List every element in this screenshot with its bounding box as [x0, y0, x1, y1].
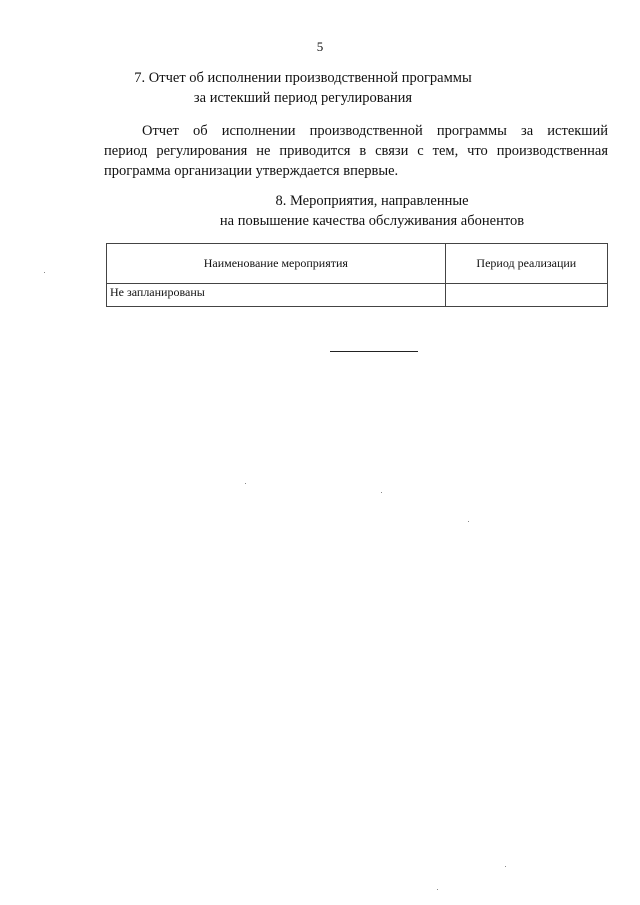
- page-number: 5: [316, 39, 324, 54]
- section-7-paragraph: [104, 121, 608, 181]
- column-header-name: Наименование мероприятия: [107, 244, 446, 284]
- scan-speck: [245, 483, 246, 484]
- table-cell-name: Не запланированы: [107, 284, 446, 307]
- column-header-period: Период реализации: [445, 244, 607, 284]
- scan-speck: [468, 521, 469, 522]
- paragraph-line-1: Отчет об исполнении производственной программы за истекший: [142, 123, 608, 139]
- section-7-heading: [53, 68, 553, 108]
- section-7-title-line-2: за истекший период регулирования: [193, 90, 413, 106]
- events-table: [106, 243, 608, 307]
- scan-speck: [505, 866, 506, 867]
- table-row: [107, 284, 608, 307]
- table-header-row: [107, 244, 608, 284]
- table-cell-period: [445, 284, 607, 307]
- section-8-title-line-1: 8. Мероприятия, направленные: [275, 193, 469, 209]
- scan-speck: [437, 889, 438, 890]
- paragraph-line-2: период регулирования не приводится в связи с тем, что производственная: [104, 143, 608, 159]
- section-8-heading: [122, 191, 622, 231]
- section-8-title-line-2: на повышение качества обслуживания абонентов: [219, 213, 525, 229]
- scan-speck: [381, 492, 382, 493]
- section-7-title-line-1: 7. Отчет об исполнении производственной программы: [134, 70, 472, 86]
- end-rule: [330, 351, 418, 352]
- scan-speck: [44, 272, 45, 273]
- paragraph-line-3: программа организации утверждается впервые.: [104, 163, 399, 179]
